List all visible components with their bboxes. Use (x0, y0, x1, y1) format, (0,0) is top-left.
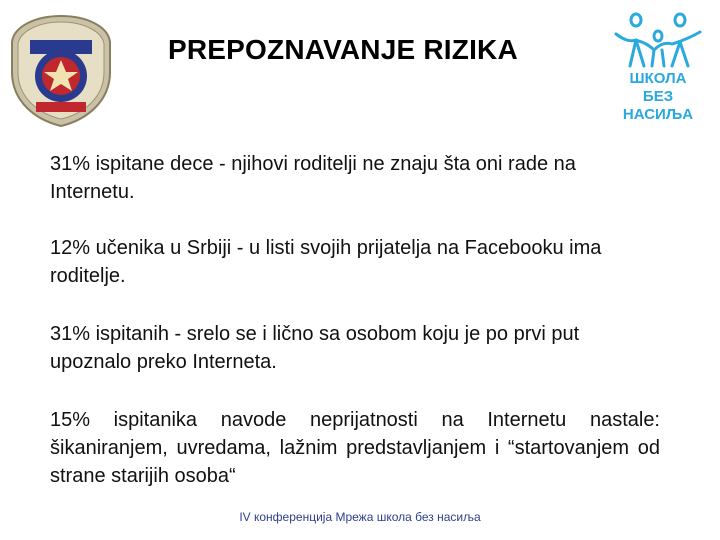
statistic-paragraph: 31% ispitane dece - njihovi roditelji ne znaju šta oni rade na Internetu. (50, 153, 576, 203)
logo-text-line2: БЕЗ НАСИЉА (622, 88, 694, 123)
conference-footer: IV конференција Мрежа школа без насиља (239, 510, 481, 524)
ministry-badge-icon (6, 12, 116, 130)
statistic-paragraph: 31% ispitanih - srelo se i lično sa osobom koju je po prvi put upoznalo preko Interneta. (50, 323, 580, 373)
school-without-violence-logo (608, 12, 708, 123)
statistic-paragraph: 12% učenika u Srbiji - u listi svojih prijatelja na Facebooku ima roditelje. (50, 237, 602, 287)
logo-text-line1: ШКОЛА (629, 70, 687, 87)
children-figures-icon (608, 12, 708, 70)
slide-title: PREPOZNAVANJE RIZIKA (168, 34, 518, 65)
statistic-paragraph: 15% ispitanika navode neprijatnosti na Internetu nastale: šikaniranjem, uvredama, lažnim predstavljanjem i “startovanjem od strane starijih osoba“ (50, 409, 660, 487)
